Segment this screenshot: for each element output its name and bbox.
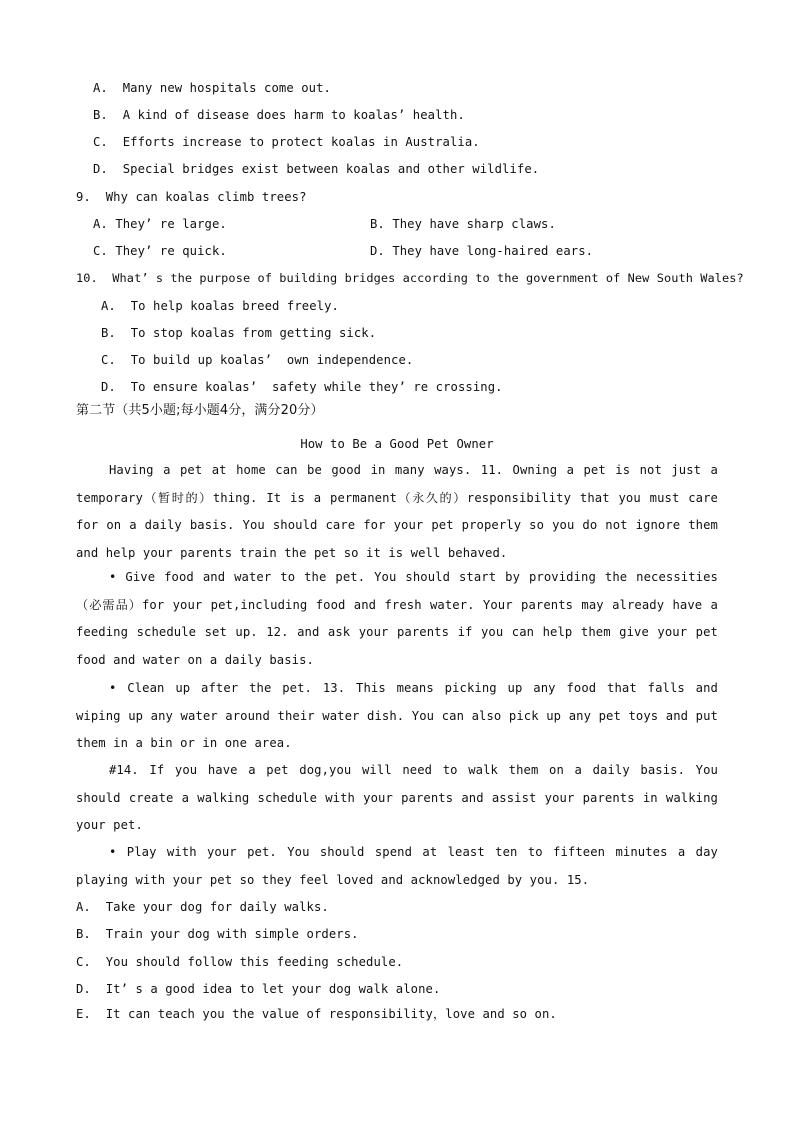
q10-stem: 10. What’ s the purpose of building bridges according to the government of New South Wales? <box>76 271 744 285</box>
passage-paragraph-5: • Play with your pet. You should spend at least ten to fifteen minutes a day playing with your pet so they feel loved and acknowledged by you. 15. <box>76 845 718 887</box>
choice-e: E. It can teach you the value of responsibility，love and so on. <box>76 1007 557 1021</box>
q10-option-c: C. To build up koalas’ own independence. <box>101 353 414 367</box>
q8-option-d: D. Special bridges exist between koalas and other wildlife. <box>93 162 540 176</box>
choice-d: D. It’ s a good idea to let your dog walk alone. <box>76 982 441 996</box>
q9-option-c: C. They’ re quick. <box>93 244 227 258</box>
q9-option-a: A. They’ re large. <box>93 217 227 231</box>
q8-option-a: A. Many new hospitals come out. <box>93 81 331 95</box>
q10-option-a: A. To help koalas breed freely. <box>101 299 339 313</box>
q9-option-d: D. They have long-haired ears. <box>370 244 594 258</box>
passage-title: How to Be a Good Pet Owner <box>300 437 494 451</box>
passage-paragraph-1: Having a pet at home can be good in many ways. 11. Owning a pet is not just a temporary（暂时的）thing. It is a permanent（永久的）responsibility that you must care for on a daily basis. You should care for your pet properly so you do not ignore them and help your parents train the pet so it is well behaved. <box>76 463 718 560</box>
choice-a: A. Take your dog for daily walks. <box>76 900 329 914</box>
choice-b: B. Train your dog with simple orders. <box>76 927 359 941</box>
choice-c: C. You should follow this feeding schedule. <box>76 955 404 969</box>
passage-paragraph-3: • Clean up after the pet. 13. This means picking up any food that falls and wiping up any water around their water dish. You can also pick up any pet toys and put them in a bin or in one area. <box>76 681 718 750</box>
q8-option-b: B. A kind of disease does harm to koalas’ health. <box>93 108 465 122</box>
passage-paragraph-2: • Give food and water to the pet. You should start by providing the necessities（必需品）for your pet,including food and fresh water. Your parents may already have a feeding schedule set up. 12. and ask your parents if you can help them give your pet food and water on a daily basis. <box>76 570 718 667</box>
section-heading: 第二节（共5小题;每小题4分，满分20分） <box>76 403 324 418</box>
passage-paragraph-4: #14. If you have a pet dog,you will need to walk them on a daily basis. You should create a walking schedule with your parents and assist your parents in walking your pet. <box>76 763 718 832</box>
q10-option-b: B. To stop koalas from getting sick. <box>101 326 377 340</box>
q8-option-c: C. Efforts increase to protect koalas in Australia. <box>93 135 480 149</box>
q9-stem: 9. Why can koalas climb trees? <box>76 190 307 204</box>
q9-option-b: B. They have sharp claws. <box>370 217 556 231</box>
q10-option-d: D. To ensure koalas’ safety while they’ re crossing. <box>101 380 503 394</box>
